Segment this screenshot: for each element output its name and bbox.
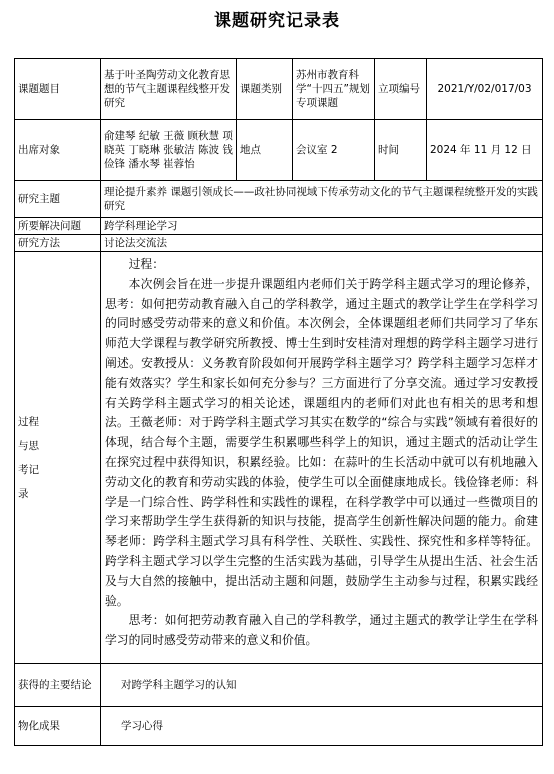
record-table xyxy=(14,58,543,746)
label-theme: 研究主题 xyxy=(15,181,101,218)
label-process xyxy=(15,252,101,664)
process-heading: 过程： xyxy=(128,257,164,271)
value-category: 苏州市教育科学“十四五”规划专项课题 xyxy=(293,59,375,120)
label-conclusion: 获得的主要结论 xyxy=(15,664,101,707)
page-title: 课题研究记录表 xyxy=(214,11,340,31)
value-method: 讨论法交流法 xyxy=(101,235,543,252)
value-place: 会议室 2 xyxy=(293,120,375,181)
value-conclusion: 对跨学科主题学习的认知 xyxy=(101,664,543,707)
label-process-line-2: 与思 xyxy=(18,439,39,452)
label-attendees: 出席对象 xyxy=(15,120,101,181)
value-result: 学习心得 xyxy=(101,707,543,746)
row-method xyxy=(15,235,543,252)
value-project-id: 2021/Y/02/017/03 xyxy=(427,59,543,120)
row-attendees xyxy=(15,120,543,181)
row-conclusion xyxy=(15,664,543,707)
label-time: 时间 xyxy=(375,120,427,181)
label-topic: 课题题目 xyxy=(15,59,101,120)
label-method: 研究方法 xyxy=(15,235,101,252)
process-paragraph-2: 思考：如何把劳动教育融入自己的学科教学，通过主题式的教学让学生在学科学习的同时感受劳动带来的意义和价值。 xyxy=(105,613,538,648)
label-result: 物化成果 xyxy=(15,707,101,746)
value-theme: 理论提升素养 课题引领成长——政社协同视域下传承劳动文化的节气主题课程统整开发的实践研究 xyxy=(101,181,543,218)
row-theme xyxy=(15,181,543,218)
row-result xyxy=(15,707,543,746)
label-category: 课题类别 xyxy=(237,59,293,120)
label-process-line-3: 考记 xyxy=(18,463,39,476)
label-process-line-4: 录 xyxy=(18,487,29,500)
value-process xyxy=(101,252,543,664)
value-time: 2024 年 11 月 12 日 xyxy=(427,120,543,181)
label-process-line-1: 过程 xyxy=(18,415,39,428)
value-problem: 跨学科理论学习 xyxy=(101,218,543,235)
row-problem xyxy=(15,218,543,235)
label-project-id: 立项编号 xyxy=(375,59,427,120)
process-paragraph-1: 本次例会旨在进一步提升课题组内老师们关于跨学科主题式学习的理论修养，思考：如何把劳动教育融入自己的学科教学，通过主题式的教学让学生在学科学习的同时感受劳动带来的意义和价值。本次例会，全体课题组老师们共同学习了华东师范大学课程与教学研究所教授、博士生到时安桂清对理想的跨学科主题学习进行阐述。安教授从：义务教育阶段如何开展跨学科主题学习？跨学科主题学习怎样才能有效落实？学生和家长如何充分参与？三方面进行了分享交流。通过学习安教授有关跨学科主题式学习的相关论述，课题组内的老师们对此也有相关的思考和想法。王薇老师：对于跨学科主题式学习其实在数学的“综合与实践”领域有着很好的体现，结合每个主题，需要学生积累哪些科学上的知识，通过主题式的活动让学生在探究过程中获得知识，积累经验。比如：在蒜叶的生长活动中就可以有机地融入劳动文化的教育和劳动实践的体验，使学生可以全面健康地成长。钱俭锋老师：科学是一门综合性、跨学科性和实践性的课程，在科学教学中可以通过一些微项目的学习来帮助学生学生获得新的知识与技能，提高学生创新性解决问题的能力。俞建琴老师：跨学科主题式学习具有科学性、关联性、实践性、探究性和多样等特征。跨学科主题式学习以学生完整的生活实践为基础，引导学生从提出生活、社会生活及与大自然的接触中，提出活动主题和问题，鼓励学生主动参与过程，积累实践经验。 xyxy=(105,276,538,608)
label-problem: 所要解决问题 xyxy=(15,218,101,235)
row-process xyxy=(15,252,543,664)
value-topic: 基于叶圣陶劳动文化教育思想的节气主题课程线整开发研究 xyxy=(101,59,237,120)
row-topic xyxy=(15,59,543,120)
value-attendees: 俞建琴 纪敏 王薇 顾秋慧 项晓英 丁晓琳 张敏洁 陈波 钱俭锋 潘水琴 崔蓉怡 xyxy=(101,120,237,181)
label-place: 地点 xyxy=(237,120,293,181)
